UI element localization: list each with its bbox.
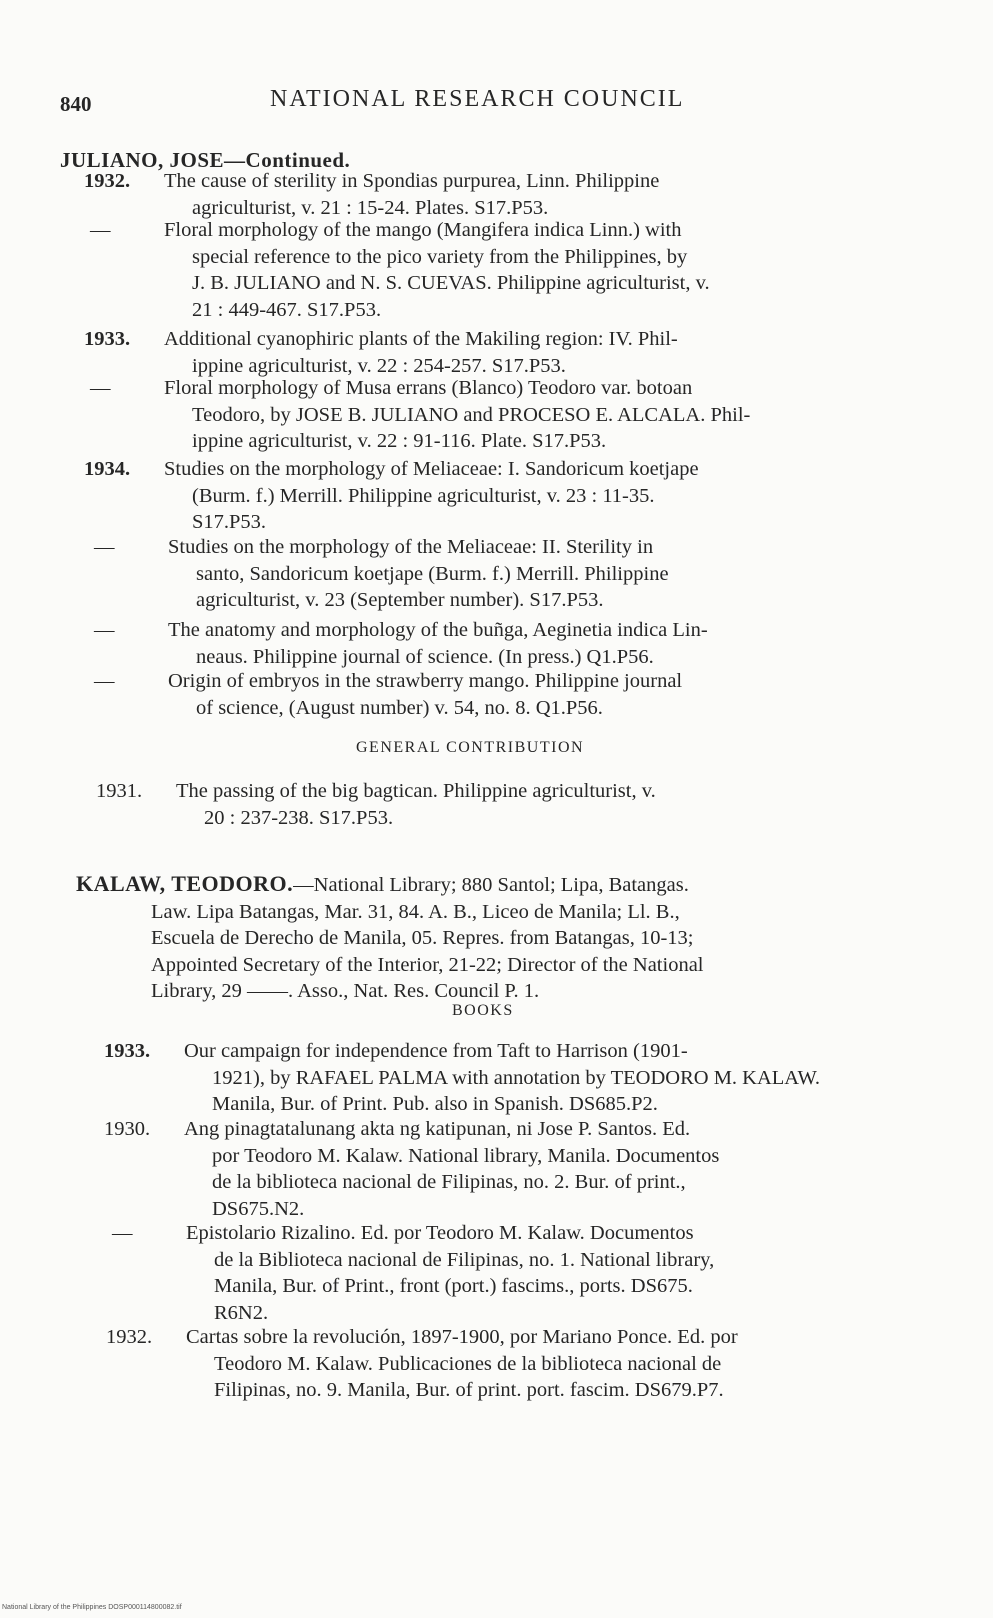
- entry-line: agriculturist, v. 23 (September number). S17.P53.: [196, 589, 604, 611]
- entry-year: 1933.: [84, 328, 131, 350]
- bio-line: Law. Lipa Batangas, Mar. 31, 84. A. B., Liceo de Manila; Ll. B.,: [151, 900, 680, 923]
- entry-line: neaus. Philippine journal of science. (In press.) Q1.P56.: [196, 645, 654, 668]
- entry-year: 1930.: [104, 1118, 151, 1140]
- section-heading-books: BOOKS: [452, 1002, 514, 1019]
- entry-line: 1921), by RAFAEL PALMA with annotation by TEODORO M. KALAW.: [212, 1066, 821, 1089]
- entry-line: The passing of the big bagtican. Philippine agriculturist, v.: [176, 780, 656, 802]
- entry-line: Floral morphology of Musa errans (Blanco) Teodoro var. botoan: [164, 377, 693, 399]
- entry-line: Ang pinagtatalunang akta ng katipunan, ni Jose P. Santos. Ed.: [184, 1118, 691, 1140]
- entry-year: —: [90, 377, 111, 399]
- entry-line: DS675.N2.: [212, 1197, 305, 1220]
- entry-line: (Burm. f.) Merrill. Philippine agriculturist, v. 23 : 11-35.: [192, 484, 655, 507]
- bio-line: Library, 29 ——. Asso., Nat. Res. Council P. 1.: [151, 980, 540, 1002]
- entry-line: de la Biblioteca nacional de Filipinas, no. 1. National library,: [214, 1248, 715, 1271]
- entry-line: Manila, Bur. of Print. Pub. also in Spanish. DS685.P2.: [212, 1093, 658, 1115]
- entry-line: Filipinas, no. 9. Manila, Bur. of print. port. fascim. DS679.P7.: [214, 1379, 724, 1401]
- author-entry-kalaw: [76, 871, 916, 1005]
- entry-line: agriculturist, v. 21 : 15-24. Plates. S17.P53.: [192, 196, 549, 219]
- bio-line: —National Library; 880 Santol; Lipa, Batangas.: [293, 874, 689, 896]
- entry-line: Manila, Bur. of Print., front (port.) fascims., ports. DS675.: [214, 1275, 693, 1297]
- entry-line: S17.P53.: [192, 511, 267, 533]
- entry-year: 1933.: [104, 1040, 151, 1062]
- entry-line: Cartas sobre la revolución, 1897-1900, por Mariano Ponce. Ed. por: [186, 1326, 738, 1348]
- entry-line: de la biblioteca nacional de Filipinas, no. 2. Bur. of print.,: [212, 1171, 686, 1193]
- entry-line: Origin of embryos in the strawberry mango. Philippine journal: [168, 670, 683, 692]
- running-head: NATIONAL RESEARCH COUNCIL: [270, 86, 685, 112]
- entry-line: Our campaign for independence from Taft to Harrison (1901-: [184, 1040, 688, 1062]
- entry-line: por Teodoro M. Kalaw. National library, Manila. Documentos: [212, 1144, 720, 1167]
- entry-line: santo, Sandoricum koetjape (Burm. f.) Merrill. Philippine: [196, 562, 669, 585]
- entry-year: —: [94, 670, 115, 692]
- entry-year: —: [112, 1222, 133, 1244]
- entry-line: Additional cyanophiric plants of the Makiling region: IV. Phil-: [164, 328, 678, 350]
- author-name-kalaw: KALAW, TEODORO.: [76, 871, 294, 896]
- entry-line: Studies on the morphology of Meliaceae: I. Sandoricum koetjape: [164, 458, 699, 480]
- page-header: [60, 86, 920, 126]
- entry-line: 20 : 237-238. S17.P53.: [204, 806, 394, 829]
- entry-year: 1932.: [106, 1326, 153, 1348]
- entry-year: —: [94, 536, 115, 558]
- entry-line: ippine agriculturist, v. 22 : 254-257. S17.P53.: [192, 354, 566, 377]
- entry-year: 1931.: [96, 780, 143, 802]
- page-number: 840: [60, 92, 92, 116]
- entry-line: R6N2.: [214, 1301, 269, 1324]
- entry-line: The cause of sterility in Spondias purpurea, Linn. Philippine: [164, 170, 660, 192]
- author-heading-juliano: JULIANO, JOSE—Continued.: [60, 148, 351, 172]
- entry-year: —: [90, 219, 111, 241]
- entry-line: ippine agriculturist, v. 22 : 91-116. Plate. S17.P53.: [192, 430, 607, 452]
- section-heading-general: GENERAL CONTRIBUTION: [356, 739, 585, 756]
- scan-footer: National Library of the Philippines DOSP000114800082.tif: [2, 1604, 182, 1611]
- entry-year: 1934.: [84, 458, 131, 480]
- bio-line: Escuela de Derecho de Manila, 05. Repres. from Batangas, 10-13;: [151, 927, 694, 949]
- entry-line: special reference to the pico variety from the Philippines, by: [192, 245, 688, 268]
- entry-line: Teodoro, by JOSE B. JULIANO and PROCESO E. ALCALA. Phil-: [192, 403, 751, 426]
- entry-line: of science, (August number) v. 54, no. 8. Q1.P56.: [196, 696, 603, 719]
- entry-line: J. B. JULIANO and N. S. CUEVAS. Philippine agriculturist, v.: [192, 272, 710, 294]
- entry-year: —: [94, 619, 115, 641]
- entry-line: Studies on the morphology of the Meliaceae: II. Sterility in: [168, 536, 654, 558]
- entry-line: 21 : 449-467. S17.P53.: [192, 298, 382, 321]
- entry-line: The anatomy and morphology of the buñga, Aeginetia indica Lin-: [168, 619, 708, 641]
- bio-line: Appointed Secretary of the Interior, 21-22; Director of the National: [151, 953, 704, 976]
- entry-year: 1932.: [84, 170, 131, 192]
- entry-line: Teodoro M. Kalaw. Publicaciones de la biblioteca nacional de: [214, 1352, 722, 1375]
- entry-line: Floral morphology of the mango (Mangifera indica Linn.) with: [164, 219, 682, 241]
- entry-line: Epistolario Rizalino. Ed. por Teodoro M. Kalaw. Documentos: [186, 1222, 694, 1244]
